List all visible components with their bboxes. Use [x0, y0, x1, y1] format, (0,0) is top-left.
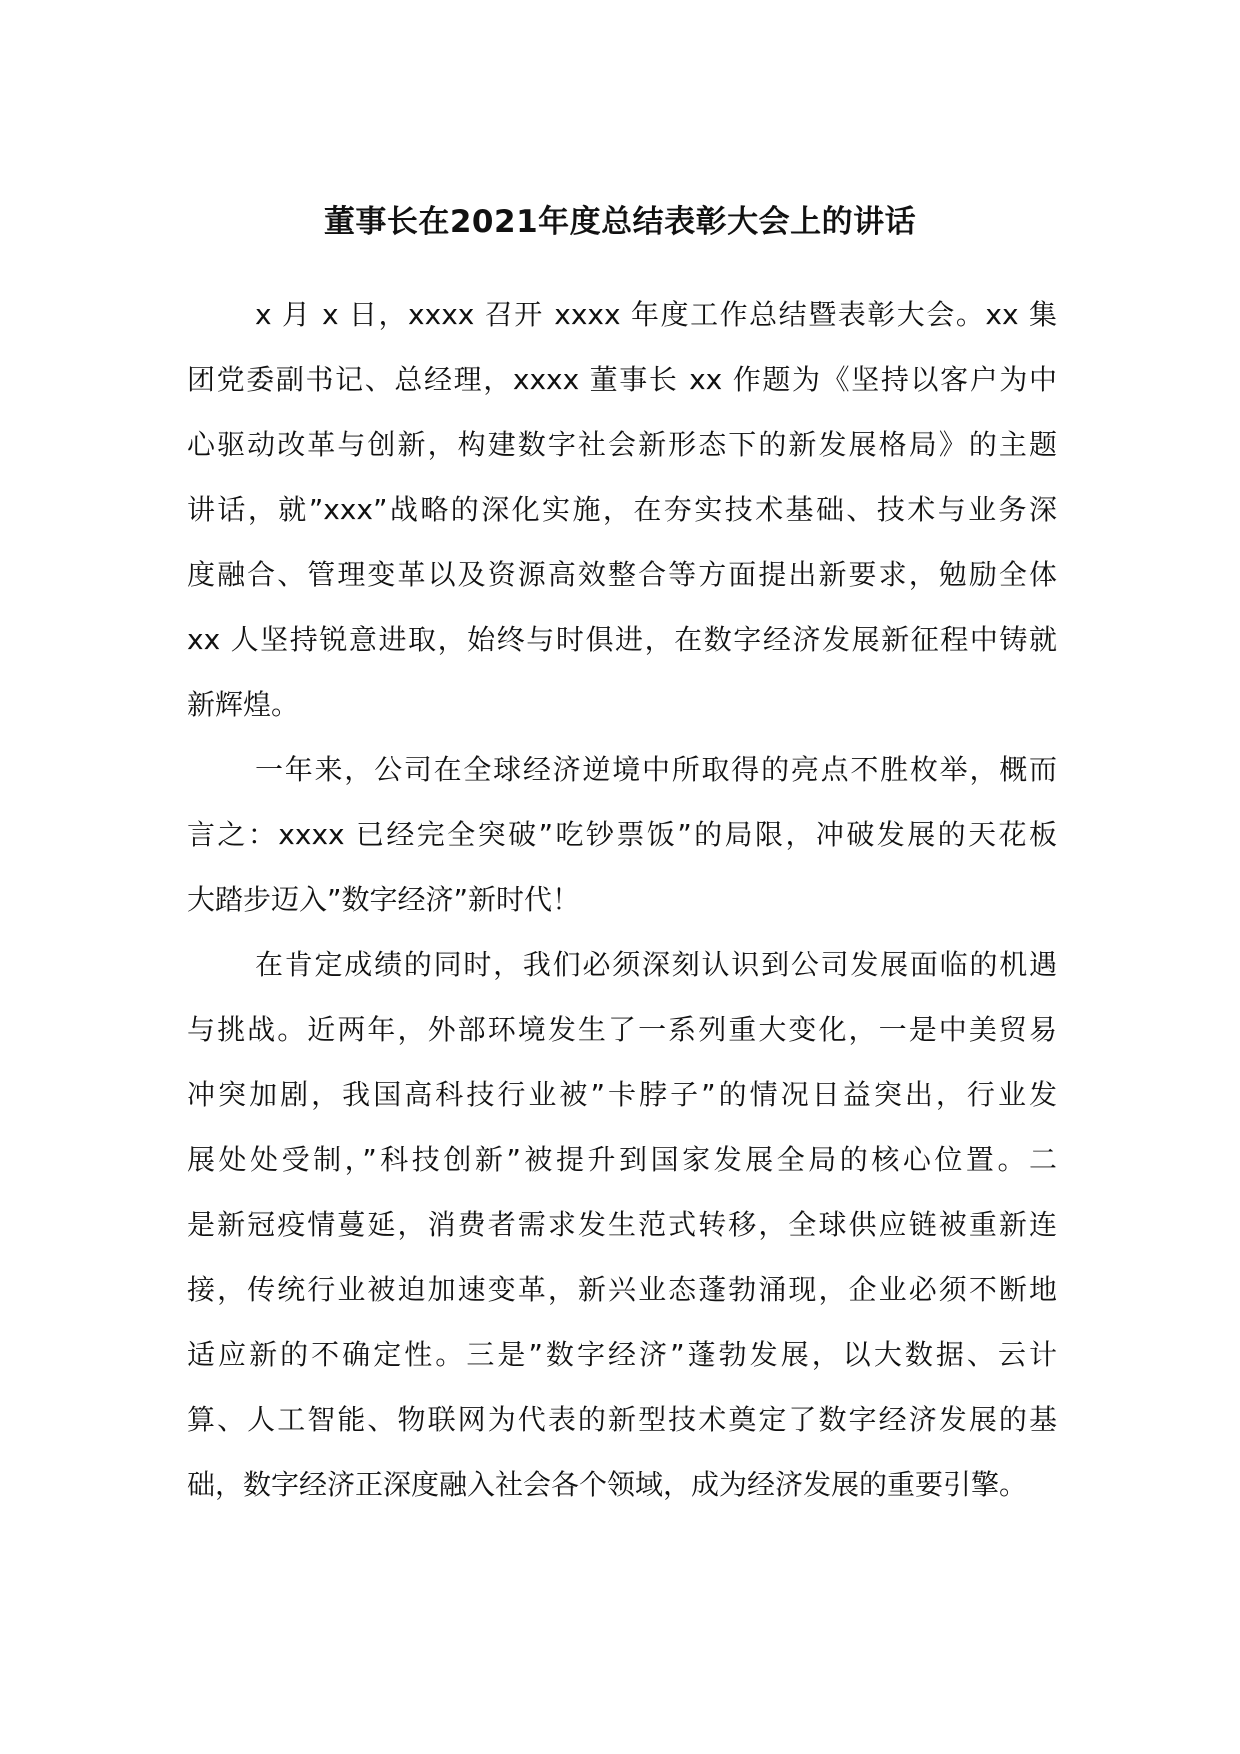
text-line: 冲突加剧，我国高科技行业被”卡脖子”的情况日益突出，行业发: [187, 1078, 1057, 1111]
text-line: 大踏步迈入”数字经济”新时代！: [187, 883, 581, 916]
text-line: 团党委副书记、总经理，xxxx 董事长 xx 作题为《坚持以客户为中: [187, 363, 1057, 396]
text-line: 适应新的不确定性。三是”数字经济”蓬勃发展，以大数据、云计: [187, 1338, 1057, 1371]
paragraph-2: [187, 737, 1057, 932]
text-line: 础，数字经济正深度融入社会各个领域，成为经济发展的重要引擎。: [187, 1468, 1028, 1501]
document-body: [187, 282, 1057, 1517]
text-line: xx 人坚持锐意进取，始终与时俱进，在数字经济发展新征程中铸就: [187, 623, 1057, 656]
text-line: 展处处受制，”科技创新”被提升到国家发展全局的核心位置。二: [187, 1143, 1057, 1176]
text-line: 讲话，就”xxx”战略的深化实施，在夯实技术基础、技术与业务深: [187, 493, 1057, 526]
text-line: 新辉煌。: [187, 688, 300, 721]
text-line: 在肯定成绩的同时，我们必须深刻认识到公司发展面临的机遇: [255, 948, 1057, 981]
text-line: 算、人工智能、物联网为代表的新型技术奠定了数字经济发展的基: [187, 1403, 1057, 1436]
text-line: 是新冠疫情蔓延，消费者需求发生范式转移，全球供应链被重新连: [187, 1208, 1057, 1241]
paragraph-1: [187, 282, 1057, 737]
text-line: 度融合、管理变革以及资源高效整合等方面提出新要求，勉励全体: [187, 558, 1057, 591]
text-line: 接，传统行业被迫加速变革，新兴业态蓬勃涌现，企业必须不断地: [187, 1273, 1057, 1306]
text-line: x 月 x 日，xxxx 召开 xxxx 年度工作总结暨表彰大会。xx 集: [255, 298, 1057, 331]
paragraph-3: [187, 932, 1057, 1517]
text-line: 心驱动改革与创新，构建数字社会新形态下的新发展格局》的主题: [187, 428, 1057, 461]
document-title: 董事长在2021年度总结表彰大会上的讲话: [323, 204, 917, 240]
text-line: 与挑战。近两年，外部环境发生了一系列重大变化，一是中美贸易: [187, 1013, 1057, 1046]
text-line: 言之：xxxx 已经完全突破”吃钞票饭”的局限，冲破发展的天花板: [187, 818, 1057, 851]
text-line: 一年来，公司在全球经济逆境中所取得的亮点不胜枚举，概而: [255, 753, 1057, 786]
